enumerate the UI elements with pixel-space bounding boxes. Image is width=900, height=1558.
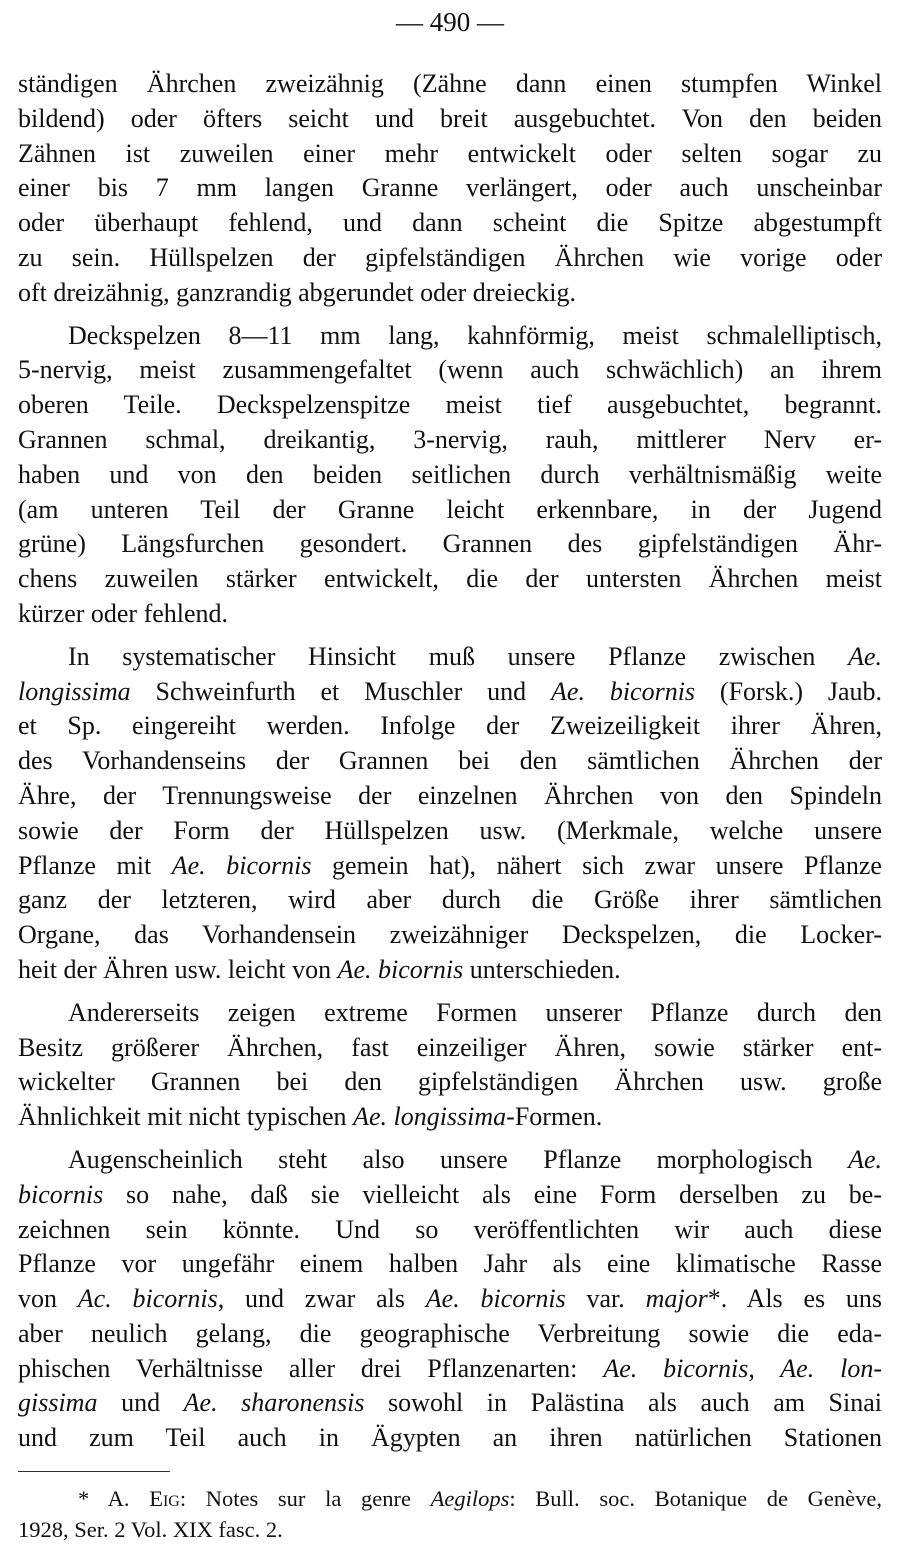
italic-text: Ae. bicornis [337,954,464,984]
italic-text: Ac. bicornis [77,1284,218,1314]
text-line [18,849,882,884]
text-line [18,388,882,423]
text-line [18,493,882,528]
text-segment: var. [565,1284,646,1314]
text-line [18,918,882,953]
italic-text: Ae. bicornis, Ae. lon- [603,1353,882,1383]
text-line [18,1352,882,1387]
text-line [18,996,882,1031]
footnote-divider [18,1471,170,1472]
text-segment: , und zwar als [217,1284,426,1314]
footnote-line [18,1514,882,1545]
text-segment: Schweinfurth et Muschler und [130,676,552,706]
text-segment: 5-nervig, meist zusammengefaltet (wenn auch schwächlich) an ihrem [18,355,882,385]
text-line [18,744,882,779]
italic-text: Ae. [848,641,882,671]
paragraph [18,67,882,311]
text-line [18,1247,882,1282]
text-segment: zeichnen sein könnte. Und so veröffentlichten wir auch diese [18,1214,882,1244]
italic-text: Ae. sharonensis [183,1388,365,1418]
footnote [18,1483,882,1545]
text-line [18,709,882,744]
text-line [18,137,882,172]
text-line [18,814,882,849]
text-segment: * A. [78,1486,150,1511]
text-segment: Pflanze mit [18,850,172,880]
text-line [18,675,882,710]
italic-text: longissima [18,676,131,706]
text-line [18,1143,882,1178]
text-segment: ständigen Ährchen zweizähnig (Zähne dann einen stumpfen Winkel [18,69,882,98]
text-line [18,276,882,311]
text-line [18,1317,882,1352]
text-segment: oder überhaupt fehlend, und dann scheint die Spitze abgestumpft [18,208,882,238]
text-segment: Augenscheinlich steht also unsere Pflanze morphologisch [68,1144,849,1174]
text-segment: Ähnlichkeit mit nicht typischen [18,1102,354,1132]
text-line [18,527,882,562]
paragraph [18,319,882,632]
text-segment: Zähnen ist zuweilen einer mehr entwickelt oder selten sogar zu [18,138,882,168]
footnote-line [18,1483,882,1514]
text-segment: Eig [149,1486,180,1511]
body-text [18,67,882,1464]
text-segment: sowohl in Palästina als auch am Sinai [364,1388,882,1418]
text-segment: unterschieden. [463,954,621,984]
italic-text: bicornis [18,1179,104,1209]
text-line [18,1100,882,1135]
text-line [18,206,882,241]
text-line [18,102,882,137]
italic-text: Ae. bicornis [171,850,312,880]
text-line [18,1065,882,1100]
text-segment: Pflanze vor ungefähr einem halben Jahr als eine klimatische Rasse [18,1249,882,1279]
text-segment: : Notes sur la genre [179,1486,431,1511]
italic-text: Ae. bicornis [425,1284,566,1314]
italic-text: Ae. bicornis [551,676,696,706]
text-line [18,640,882,675]
text-line [18,1031,882,1066]
text-segment: *. Als es uns [707,1284,883,1314]
text-segment: haben und von den beiden seitlichen durch verhältnismäßig weite [18,459,882,489]
text-segment: bildend) oder öfters seicht und breit ausgebuchtet. Von den beiden [18,103,882,133]
text-segment: Andererseits zeigen extreme Formen unserer Pflanze durch den [68,997,882,1027]
text-segment: et Sp. eingereiht werden. Infolge der Zweizeiligkeit ihrer Ähren, [18,711,882,741]
text-segment: 1928, Ser. 2 Vol. XIX fasc. 2. [18,1517,283,1542]
text-line [18,423,882,458]
text-segment: oft dreizähnig, ganzrandig abgerundet oder dreieckig. [18,277,577,307]
text-segment: wickelter Grannen bei den gipfelständigen Ährchen usw. große [18,1067,882,1097]
text-segment: aber neulich gelang, die geographische Verbreitung sowie die eda- [18,1318,882,1348]
text-segment: einer bis 7 mm langen Granne verlängert, oder auch unscheinbar [18,173,882,203]
text-line [18,67,882,102]
text-segment: zu sein. Hüllspelzen der gipfelständigen Ährchen wie vorige oder [18,242,882,272]
text-segment: und zum Teil auch in Ägypten an ihren natürlichen Stationen [18,1423,882,1453]
paragraph [18,996,882,1135]
text-line [18,597,882,632]
text-segment: kürzer oder fehlend. [18,598,229,628]
text-segment: Grannen schmal, dreikantig, 3-nervig, rauh, mittlerer Nerv er- [18,424,882,454]
text-segment: so nahe, daß sie vielleicht als eine Form derselben zu be- [103,1179,882,1209]
text-line [18,1421,882,1456]
text-segment: Besitz größerer Ährchen, fast einzeiliger Ähren, sowie stärker ent- [18,1032,882,1062]
text-line [18,883,882,918]
text-line [18,353,882,388]
paragraph [18,1143,882,1456]
text-line [18,241,882,276]
text-segment: In systematischer Hinsicht muß unsere Pflanze zwischen [68,641,849,671]
text-line [18,1282,882,1317]
text-segment: von [18,1284,78,1314]
text-segment: (am unteren Teil der Granne leicht erkennbare, in der Jugend [18,494,882,524]
paragraph [18,640,882,988]
text-segment: (Forsk.) Jaub. [695,676,882,706]
text-line [18,458,882,493]
text-line [18,562,882,597]
text-line [18,779,882,814]
text-segment: Organe, das Vorhandensein zweizähniger Deckspelzen, die Locker- [18,920,882,950]
italic-text: gissima [18,1388,98,1418]
text-segment: chens zuweilen stärker entwickelt, die der untersten Ährchen meist [18,564,882,594]
text-segment: grüne) Längsfurchen gesondert. Grannen des gipfelständigen Ähr- [18,529,882,559]
page-number: — 490 — [396,7,504,37]
italic-text: major [645,1284,708,1314]
text-segment: ganz der letzteren, wird aber durch die Größe ihrer sämtlichen [18,885,882,915]
text-segment: des Vorhandenseins der Grannen bei den sämtlichen Ährchen der [18,746,882,776]
text-segment: gemein hat), nähert sich zwar unsere Pflanze [311,850,882,880]
text-line [18,171,882,206]
italic-text: Ae. longissima [353,1102,507,1132]
text-line [18,953,882,988]
text-segment: : Bull. soc. Botanique de Genève, [509,1486,882,1511]
text-segment: -Formen. [506,1102,603,1132]
italic-text: Ae. [848,1144,882,1174]
text-segment: Deckspelzen 8—11 mm lang, kahnförmig, meist schmalelliptisch, [68,320,882,350]
text-segment: phischen Verhältnisse aller drei Pflanzenarten: [18,1353,604,1383]
italic-text: Aegilops [430,1486,510,1511]
text-line [18,1178,882,1213]
text-line [18,1386,882,1421]
text-segment: und [97,1388,184,1418]
text-segment: heit der Ähren usw. leicht von [18,954,338,984]
text-line [18,319,882,354]
text-segment: sowie der Form der Hüllspelzen usw. (Merkmale, welche unsere [18,815,882,845]
text-line [18,1213,882,1248]
text-segment: oberen Teile. Deckspelzenspitze meist tief ausgebuchtet, begrannt. [18,390,882,420]
text-segment: Ähre, der Trennungsweise der einzelnen Ährchen von den Spindeln [18,780,882,810]
